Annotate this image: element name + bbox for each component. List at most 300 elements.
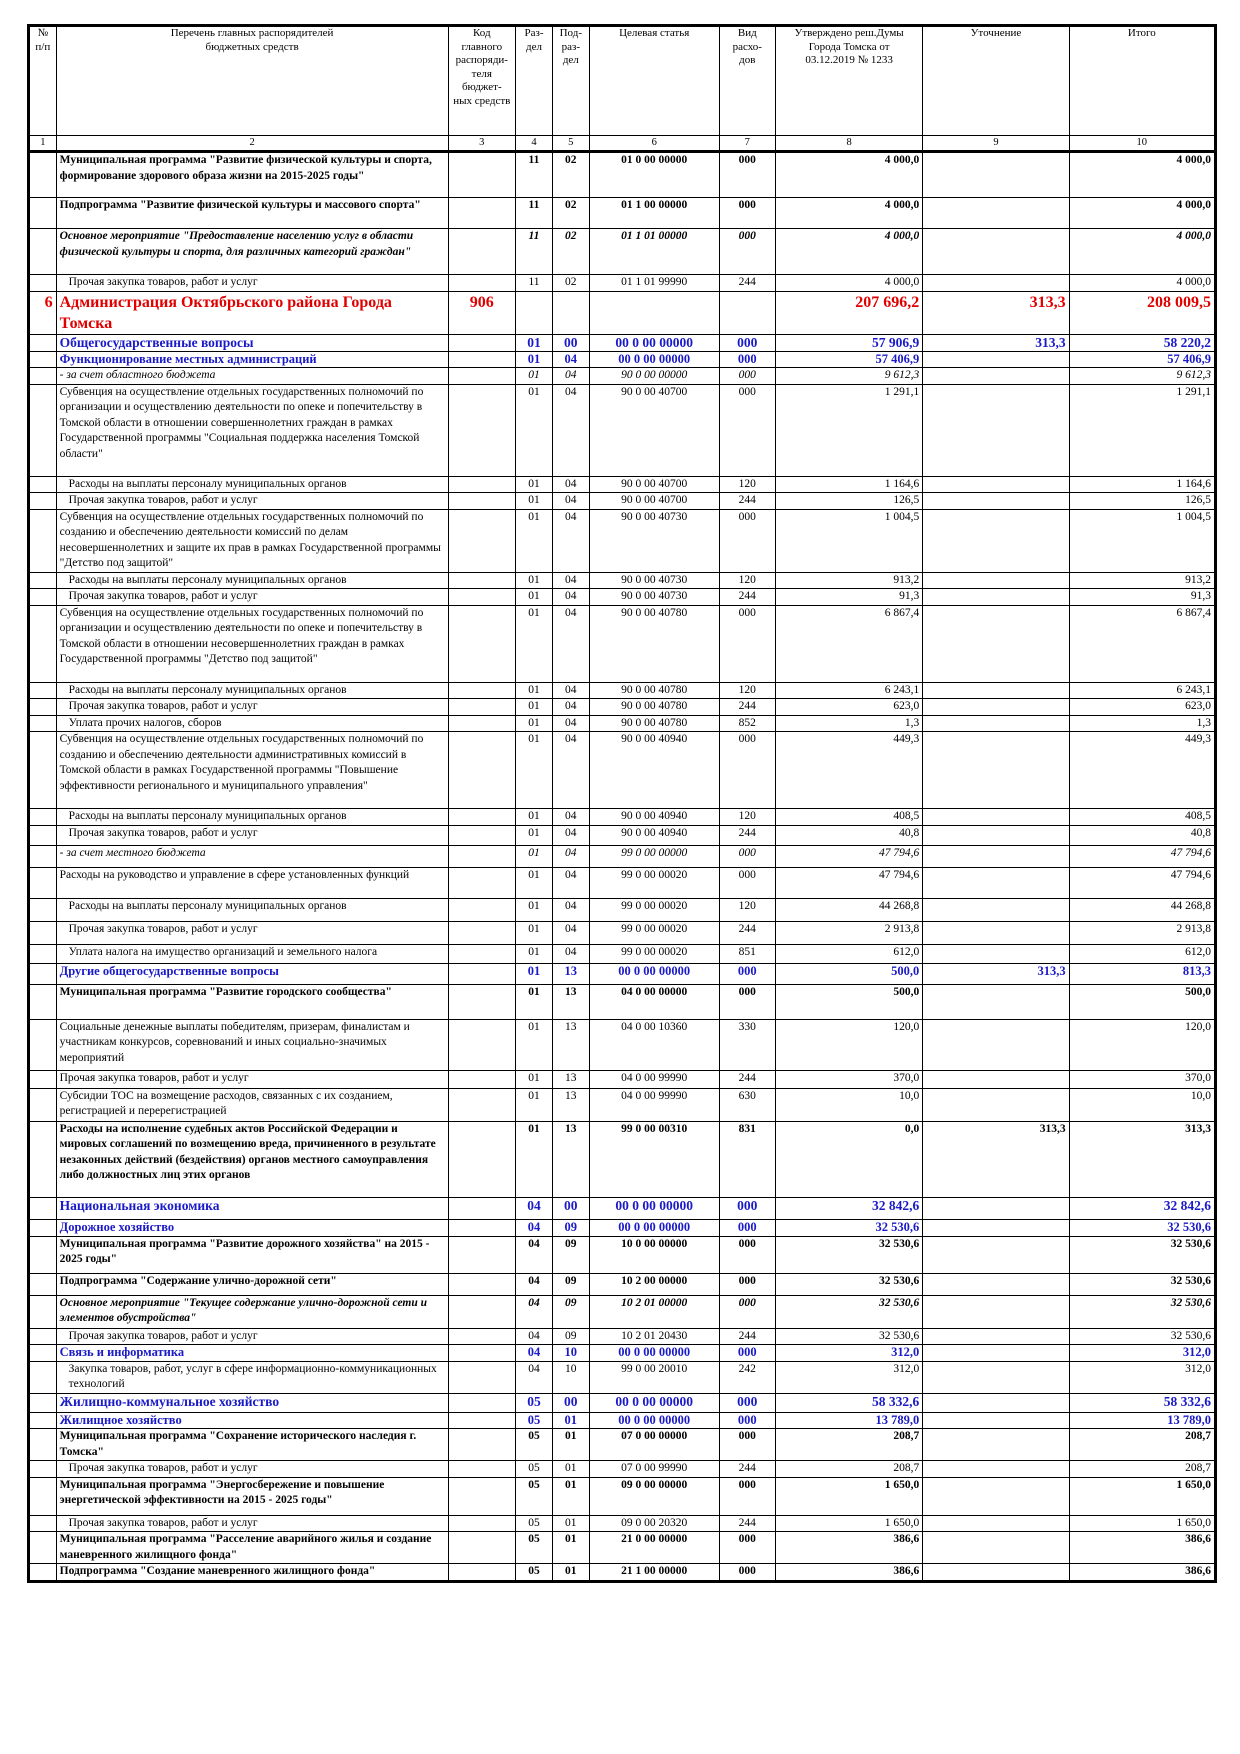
row-razdel: 05 bbox=[516, 1532, 553, 1564]
row-vid: 244 bbox=[719, 1515, 775, 1532]
row-podrazdel: 04 bbox=[552, 351, 589, 368]
row-target: 10 0 00 00000 bbox=[589, 1236, 719, 1273]
row-clarification bbox=[923, 1532, 1069, 1564]
row-target: 90 0 00 40730 bbox=[589, 509, 719, 572]
table-row bbox=[29, 229, 1216, 275]
row-code bbox=[448, 152, 516, 198]
row-total: 32 530,6 bbox=[1069, 1273, 1215, 1295]
row-name: Уплата прочих налогов, сборов bbox=[56, 715, 448, 732]
row-code bbox=[448, 509, 516, 572]
row-total: 32 842,6 bbox=[1069, 1197, 1215, 1219]
row-target: 99 0 00 00020 bbox=[589, 921, 719, 944]
row-razdel: 11 bbox=[516, 275, 553, 292]
header-name: Перечень главных распорядителей бюджетных средств bbox=[56, 26, 448, 136]
table-row bbox=[29, 984, 1216, 1019]
row-podrazdel: 04 bbox=[552, 732, 589, 809]
row-total: 44 268,8 bbox=[1069, 898, 1215, 921]
table-row bbox=[29, 1429, 1216, 1461]
row-total: 120,0 bbox=[1069, 1019, 1215, 1070]
row-vid: 000 bbox=[719, 1564, 775, 1582]
row-clarification bbox=[923, 715, 1069, 732]
row-target: 01 1 00 00000 bbox=[589, 198, 719, 229]
row-vid: 120 bbox=[719, 809, 775, 826]
row-number bbox=[29, 476, 57, 493]
row-podrazdel: 02 bbox=[552, 275, 589, 292]
table-row bbox=[29, 1345, 1216, 1362]
row-code bbox=[448, 384, 516, 476]
row-podrazdel: 02 bbox=[552, 152, 589, 198]
row-podrazdel: 02 bbox=[552, 198, 589, 229]
row-code bbox=[448, 1295, 516, 1328]
row-number bbox=[29, 1088, 57, 1121]
row-clarification bbox=[923, 1295, 1069, 1328]
row-number: 6 bbox=[29, 291, 57, 334]
col-number: 9 bbox=[923, 136, 1069, 152]
row-name: Расходы на выплаты персоналу муниципальных органов bbox=[56, 476, 448, 493]
row-target: 90 0 00 40780 bbox=[589, 605, 719, 682]
row-vid: 000 bbox=[719, 229, 775, 275]
row-clarification bbox=[923, 368, 1069, 385]
row-clarification bbox=[923, 1564, 1069, 1582]
row-number bbox=[29, 1477, 57, 1515]
row-podrazdel: 13 bbox=[552, 1088, 589, 1121]
row-razdel: 01 bbox=[516, 476, 553, 493]
row-vid: 852 bbox=[719, 715, 775, 732]
row-razdel: 01 bbox=[516, 963, 553, 984]
row-code bbox=[448, 1236, 516, 1273]
row-podrazdel: 09 bbox=[552, 1219, 589, 1236]
row-code bbox=[448, 809, 516, 826]
table-row bbox=[29, 1532, 1216, 1564]
header-vid: Вид расхо- дов bbox=[719, 26, 775, 136]
row-code bbox=[448, 963, 516, 984]
row-approved: 4 000,0 bbox=[775, 275, 922, 292]
row-approved: 1 650,0 bbox=[775, 1515, 922, 1532]
row-approved: 44 268,8 bbox=[775, 898, 922, 921]
row-total: 47 794,6 bbox=[1069, 867, 1215, 898]
row-vid: 000 bbox=[719, 198, 775, 229]
row-number bbox=[29, 1121, 57, 1197]
row-number bbox=[29, 368, 57, 385]
row-clarification bbox=[923, 152, 1069, 198]
row-vid: 120 bbox=[719, 682, 775, 699]
row-clarification: 313,3 bbox=[923, 1121, 1069, 1197]
row-name: Муниципальная программа "Расселение аварийного жилья и создание маневренного жилищного фонда" bbox=[56, 1532, 448, 1564]
row-number bbox=[29, 1295, 57, 1328]
row-target: 04 0 00 99990 bbox=[589, 1070, 719, 1088]
row-code bbox=[448, 334, 516, 351]
row-approved: 623,0 bbox=[775, 699, 922, 716]
row-code bbox=[448, 867, 516, 898]
table-row bbox=[29, 732, 1216, 809]
row-name: Субвенция на осуществление отдельных государственных полномочий по созданию и обеспечению деятельности административных комиссий в Томской области в рамках Государственной программы "Повышение эффективности регионального и муниципального управления" bbox=[56, 732, 448, 809]
row-approved: 386,6 bbox=[775, 1564, 922, 1582]
row-name: Функционирование местных администраций bbox=[56, 351, 448, 368]
row-name: Прочая закупка товаров, работ и услуг bbox=[56, 493, 448, 510]
col-number: 10 bbox=[1069, 136, 1215, 152]
row-approved: 32 530,6 bbox=[775, 1273, 922, 1295]
row-vid: 000 bbox=[719, 1429, 775, 1461]
row-number bbox=[29, 699, 57, 716]
row-number bbox=[29, 1236, 57, 1273]
row-razdel: 01 bbox=[516, 509, 553, 572]
row-name: Прочая закупка товаров, работ и услуг bbox=[56, 275, 448, 292]
row-total: 208,7 bbox=[1069, 1461, 1215, 1478]
row-vid: 244 bbox=[719, 1461, 775, 1478]
table-row bbox=[29, 589, 1216, 606]
row-razdel: 05 bbox=[516, 1477, 553, 1515]
row-code: 906 bbox=[448, 291, 516, 334]
row-approved: 40,8 bbox=[775, 825, 922, 845]
row-razdel: 04 bbox=[516, 1219, 553, 1236]
row-target: 00 0 00 00000 bbox=[589, 1219, 719, 1236]
row-vid: 244 bbox=[719, 921, 775, 944]
table-row bbox=[29, 334, 1216, 351]
row-vid: 000 bbox=[719, 1197, 775, 1219]
row-target: 99 0 00 00020 bbox=[589, 898, 719, 921]
row-number bbox=[29, 509, 57, 572]
table-row bbox=[29, 825, 1216, 845]
row-podrazdel: 01 bbox=[552, 1477, 589, 1515]
row-total: 813,3 bbox=[1069, 963, 1215, 984]
row-approved: 612,0 bbox=[775, 944, 922, 963]
row-code bbox=[448, 229, 516, 275]
row-name: Подпрограмма "Содержание улично-дорожной сети" bbox=[56, 1273, 448, 1295]
row-total: 32 530,6 bbox=[1069, 1219, 1215, 1236]
row-clarification bbox=[923, 476, 1069, 493]
col-number: 2 bbox=[56, 136, 448, 152]
row-approved: 13 789,0 bbox=[775, 1412, 922, 1429]
row-number bbox=[29, 1070, 57, 1088]
row-target: 00 0 00 00000 bbox=[589, 1393, 719, 1412]
row-podrazdel: 02 bbox=[552, 229, 589, 275]
row-name: Основное мероприятие "Текущее содержание улично-дорожной сети и элементов обустройства" bbox=[56, 1295, 448, 1328]
row-razdel: 01 bbox=[516, 984, 553, 1019]
row-name: Прочая закупка товаров, работ и услуг bbox=[56, 825, 448, 845]
row-approved: 10,0 bbox=[775, 1088, 922, 1121]
row-razdel: 01 bbox=[516, 572, 553, 589]
row-number bbox=[29, 1412, 57, 1429]
row-podrazdel: 04 bbox=[552, 921, 589, 944]
row-name: Социальные денежные выплаты победителям, призерам, финалистам и участникам конкурсов, соревнований и иных социально-значимых мероприятий bbox=[56, 1019, 448, 1070]
row-clarification bbox=[923, 1361, 1069, 1393]
row-code bbox=[448, 898, 516, 921]
row-number bbox=[29, 1345, 57, 1362]
row-clarification bbox=[923, 1393, 1069, 1412]
row-podrazdel: 04 bbox=[552, 493, 589, 510]
row-name: Прочая закупка товаров, работ и услуг bbox=[56, 921, 448, 944]
row-total: 126,5 bbox=[1069, 493, 1215, 510]
row-vid: 244 bbox=[719, 1070, 775, 1088]
row-number bbox=[29, 1429, 57, 1461]
row-number bbox=[29, 809, 57, 826]
row-target: 21 1 00 00000 bbox=[589, 1564, 719, 1582]
col-number: 3 bbox=[448, 136, 516, 152]
row-approved: 312,0 bbox=[775, 1345, 922, 1362]
row-name: Муниципальная программа "Развитие городского сообщества" bbox=[56, 984, 448, 1019]
row-total: 91,3 bbox=[1069, 589, 1215, 606]
row-vid: 244 bbox=[719, 1328, 775, 1345]
row-number bbox=[29, 589, 57, 606]
row-total: 612,0 bbox=[1069, 944, 1215, 963]
row-code bbox=[448, 605, 516, 682]
row-clarification bbox=[923, 1412, 1069, 1429]
row-approved: 57 406,9 bbox=[775, 351, 922, 368]
row-total: 58 332,6 bbox=[1069, 1393, 1215, 1412]
row-total: 312,0 bbox=[1069, 1345, 1215, 1362]
row-number bbox=[29, 1273, 57, 1295]
row-vid: 851 bbox=[719, 944, 775, 963]
row-approved: 500,0 bbox=[775, 984, 922, 1019]
row-razdel: 05 bbox=[516, 1429, 553, 1461]
row-clarification bbox=[923, 229, 1069, 275]
row-clarification bbox=[923, 198, 1069, 229]
row-vid: 000 bbox=[719, 1273, 775, 1295]
row-vid: 120 bbox=[719, 572, 775, 589]
row-clarification bbox=[923, 1477, 1069, 1515]
row-podrazdel: 04 bbox=[552, 845, 589, 867]
row-name: Национальная экономика bbox=[56, 1197, 448, 1219]
row-code bbox=[448, 572, 516, 589]
row-razdel: 01 bbox=[516, 368, 553, 385]
row-number bbox=[29, 732, 57, 809]
row-total: 386,6 bbox=[1069, 1532, 1215, 1564]
row-name: Субвенция на осуществление отдельных государственных полномочий по созданию и обеспечению деятельности комиссий по делам несовершеннолетних и защите их прав в рамках Государственной программы "Детство под защитой" bbox=[56, 509, 448, 572]
row-number bbox=[29, 275, 57, 292]
row-target: 04 0 00 00000 bbox=[589, 984, 719, 1019]
row-target: 21 0 00 00000 bbox=[589, 1532, 719, 1564]
row-target: 09 0 00 20320 bbox=[589, 1515, 719, 1532]
row-approved: 913,2 bbox=[775, 572, 922, 589]
row-vid: 000 bbox=[719, 1393, 775, 1412]
row-name: Жилищно-коммунальное хозяйство bbox=[56, 1393, 448, 1412]
table-row bbox=[29, 1295, 1216, 1328]
col-number: 1 bbox=[29, 136, 57, 152]
row-clarification bbox=[923, 1070, 1069, 1088]
row-number bbox=[29, 715, 57, 732]
row-podrazdel: 01 bbox=[552, 1532, 589, 1564]
row-approved: 4 000,0 bbox=[775, 198, 922, 229]
row-razdel: 11 bbox=[516, 152, 553, 198]
row-clarification bbox=[923, 984, 1069, 1019]
row-approved: 1 650,0 bbox=[775, 1477, 922, 1515]
row-name: Расходы на выплаты персоналу муниципальных органов bbox=[56, 572, 448, 589]
row-name: Прочая закупка товаров, работ и услуг bbox=[56, 699, 448, 716]
row-total: 10,0 bbox=[1069, 1088, 1215, 1121]
row-vid: 000 bbox=[719, 605, 775, 682]
row-podrazdel: 04 bbox=[552, 682, 589, 699]
row-target: 90 0 00 40940 bbox=[589, 732, 719, 809]
table-row bbox=[29, 1477, 1216, 1515]
row-total: 1 004,5 bbox=[1069, 509, 1215, 572]
row-total: 4 000,0 bbox=[1069, 275, 1215, 292]
row-razdel: 04 bbox=[516, 1345, 553, 1362]
row-approved: 32 530,6 bbox=[775, 1219, 922, 1236]
row-total: 500,0 bbox=[1069, 984, 1215, 1019]
row-vid: 000 bbox=[719, 351, 775, 368]
row-total: 32 530,6 bbox=[1069, 1236, 1215, 1273]
table-row bbox=[29, 809, 1216, 826]
table-row bbox=[29, 351, 1216, 368]
row-vid: 000 bbox=[719, 732, 775, 809]
col-number: 4 bbox=[516, 136, 553, 152]
table-row bbox=[29, 275, 1216, 292]
row-podrazdel: 04 bbox=[552, 476, 589, 493]
row-approved: 58 332,6 bbox=[775, 1393, 922, 1412]
row-name: Субсидии ТОС на возмещение расходов, связанных с их созданием, регистрацией и перерегистрацией bbox=[56, 1088, 448, 1121]
table-row bbox=[29, 384, 1216, 476]
row-total: 6 867,4 bbox=[1069, 605, 1215, 682]
row-code bbox=[448, 1273, 516, 1295]
table-row bbox=[29, 1121, 1216, 1197]
table-row bbox=[29, 509, 1216, 572]
table-row bbox=[29, 152, 1216, 198]
row-code bbox=[448, 1219, 516, 1236]
row-vid: 000 bbox=[719, 1412, 775, 1429]
row-approved: 408,5 bbox=[775, 809, 922, 826]
row-clarification bbox=[923, 1345, 1069, 1362]
row-razdel: 01 bbox=[516, 384, 553, 476]
table-row bbox=[29, 368, 1216, 385]
row-clarification: 313,3 bbox=[923, 291, 1069, 334]
row-total: 208,7 bbox=[1069, 1429, 1215, 1461]
row-podrazdel: 04 bbox=[552, 825, 589, 845]
row-approved: 6 243,1 bbox=[775, 682, 922, 699]
row-code bbox=[448, 476, 516, 493]
table-row bbox=[29, 493, 1216, 510]
table-row bbox=[29, 699, 1216, 716]
row-approved: 9 612,3 bbox=[775, 368, 922, 385]
row-razdel: 11 bbox=[516, 198, 553, 229]
row-code bbox=[448, 351, 516, 368]
row-name: - за счет местного бюджета bbox=[56, 845, 448, 867]
table-row bbox=[29, 898, 1216, 921]
row-clarification bbox=[923, 898, 1069, 921]
row-name: Муниципальная программа "Развитие дорожного хозяйства" на 2015 - 2025 годы" bbox=[56, 1236, 448, 1273]
row-total: 13 789,0 bbox=[1069, 1412, 1215, 1429]
row-approved: 126,5 bbox=[775, 493, 922, 510]
row-razdel: 01 bbox=[516, 867, 553, 898]
row-name: Расходы на исполнение судебных актов Российской Федерации и мировых соглашений по возмещению вреда, причиненного в результате незаконных действий (бездействия) органов местного самоуправления либо должностных лиц этих органов bbox=[56, 1121, 448, 1197]
row-razdel: 04 bbox=[516, 1197, 553, 1219]
row-target: 04 0 00 10360 bbox=[589, 1019, 719, 1070]
table-row bbox=[29, 944, 1216, 963]
row-name: Расходы на выплаты персоналу муниципальных органов bbox=[56, 809, 448, 826]
row-target: 90 0 00 40730 bbox=[589, 589, 719, 606]
row-target: 99 0 00 20010 bbox=[589, 1361, 719, 1393]
row-approved: 1,3 bbox=[775, 715, 922, 732]
row-name: Субвенция на осуществление отдельных государственных полномочий по организации и осуществлению деятельности по опеке и попечительству в Томской области в отношении совершеннолетних граждан в рамках Государственной программы "Социальная поддержка населения Томской области" bbox=[56, 384, 448, 476]
row-clarification bbox=[923, 682, 1069, 699]
header-clarification: Уточнение bbox=[923, 26, 1069, 136]
row-number bbox=[29, 384, 57, 476]
row-clarification bbox=[923, 1236, 1069, 1273]
table-row bbox=[29, 476, 1216, 493]
row-clarification bbox=[923, 1273, 1069, 1295]
row-podrazdel: 01 bbox=[552, 1515, 589, 1532]
row-number bbox=[29, 198, 57, 229]
row-total: 32 530,6 bbox=[1069, 1328, 1215, 1345]
row-vid: 000 bbox=[719, 1236, 775, 1273]
row-razdel: 04 bbox=[516, 1273, 553, 1295]
row-code bbox=[448, 1532, 516, 1564]
row-code bbox=[448, 198, 516, 229]
row-clarification: 313,3 bbox=[923, 963, 1069, 984]
row-vid: 000 bbox=[719, 963, 775, 984]
row-podrazdel: 04 bbox=[552, 944, 589, 963]
row-number bbox=[29, 572, 57, 589]
table-row bbox=[29, 867, 1216, 898]
row-code bbox=[448, 1197, 516, 1219]
row-name: Муниципальная программа "Энергосбережение и повышение энергетической эффективности на 2015 - 2025 годы" bbox=[56, 1477, 448, 1515]
row-razdel: 01 bbox=[516, 351, 553, 368]
row-total: 913,2 bbox=[1069, 572, 1215, 589]
row-total: 623,0 bbox=[1069, 699, 1215, 716]
row-approved: 1 291,1 bbox=[775, 384, 922, 476]
row-clarification bbox=[923, 921, 1069, 944]
row-approved: 47 794,6 bbox=[775, 867, 922, 898]
row-name: Общегосударственные вопросы bbox=[56, 334, 448, 351]
row-target: 90 0 00 40700 bbox=[589, 384, 719, 476]
row-podrazdel: 01 bbox=[552, 1564, 589, 1582]
row-total: 4 000,0 bbox=[1069, 152, 1215, 198]
row-approved: 2 913,8 bbox=[775, 921, 922, 944]
row-name: Расходы на руководство и управление в сфере установленных функций bbox=[56, 867, 448, 898]
row-name: Прочая закупка товаров, работ и услуг bbox=[56, 1461, 448, 1478]
row-code bbox=[448, 984, 516, 1019]
row-vid: 000 bbox=[719, 1295, 775, 1328]
row-clarification bbox=[923, 1197, 1069, 1219]
row-vid: 000 bbox=[719, 867, 775, 898]
table-row bbox=[29, 1019, 1216, 1070]
row-code bbox=[448, 589, 516, 606]
row-number bbox=[29, 1361, 57, 1393]
row-razdel: 04 bbox=[516, 1328, 553, 1345]
row-number bbox=[29, 1219, 57, 1236]
table-row bbox=[29, 1461, 1216, 1478]
row-name: Основное мероприятие "Предоставление населению услуг в области физической культуры и спорта, для различных категорий граждан" bbox=[56, 229, 448, 275]
row-number bbox=[29, 867, 57, 898]
header-razdel: Раз- дел bbox=[516, 26, 553, 136]
table-row bbox=[29, 1070, 1216, 1088]
row-name: Подпрограмма "Создание маневренного жилищного фонда" bbox=[56, 1564, 448, 1582]
row-razdel: 04 bbox=[516, 1295, 553, 1328]
row-total: 40,8 bbox=[1069, 825, 1215, 845]
row-code bbox=[448, 921, 516, 944]
row-name: Уплата налога на имущество организаций и земельного налога bbox=[56, 944, 448, 963]
row-razdel: 01 bbox=[516, 1070, 553, 1088]
row-number bbox=[29, 1197, 57, 1219]
row-target: 00 0 00 00000 bbox=[589, 1412, 719, 1429]
row-vid: 242 bbox=[719, 1361, 775, 1393]
row-number bbox=[29, 845, 57, 867]
row-podrazdel: 13 bbox=[552, 984, 589, 1019]
row-code bbox=[448, 368, 516, 385]
table-row bbox=[29, 605, 1216, 682]
row-razdel bbox=[516, 291, 553, 334]
row-number bbox=[29, 682, 57, 699]
row-name: Прочая закупка товаров, работ и услуг bbox=[56, 1515, 448, 1532]
row-target: 00 0 00 00000 bbox=[589, 334, 719, 351]
row-razdel: 01 bbox=[516, 334, 553, 351]
row-vid: 244 bbox=[719, 589, 775, 606]
row-razdel: 01 bbox=[516, 589, 553, 606]
row-target: 04 0 00 99990 bbox=[589, 1088, 719, 1121]
row-code bbox=[448, 715, 516, 732]
row-razdel: 05 bbox=[516, 1515, 553, 1532]
row-podrazdel: 04 bbox=[552, 715, 589, 732]
row-clarification bbox=[923, 845, 1069, 867]
